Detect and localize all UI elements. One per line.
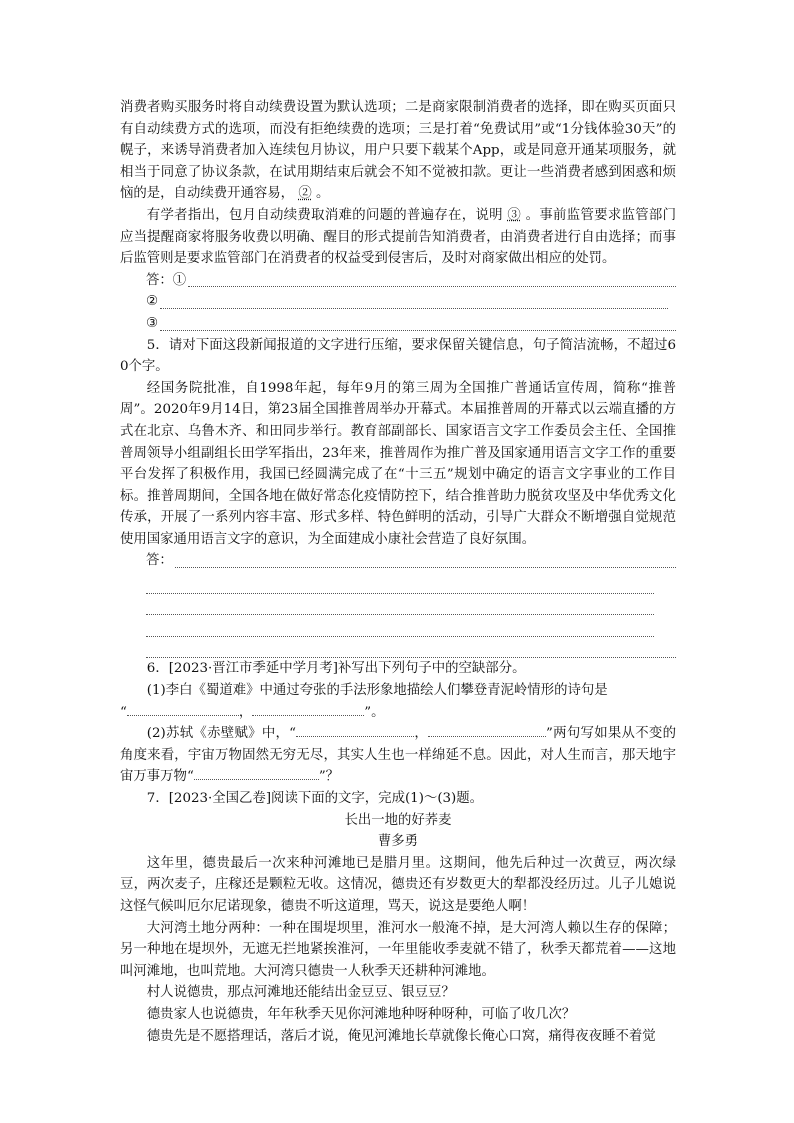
question-6-prompt: 6．[2023·晋江市季延中学月考]补写出下列句子中的空缺部分。 [146, 661, 526, 677]
question-6-item-1-blanks: “ ， ”。 [120, 704, 385, 720]
article-paragraph: 德贵先是不愿搭理话，落后才说，俺见河滩地长草就像长俺心口窝，痛得夜夜睡不着觉 [146, 1028, 656, 1044]
answer-dotted-line [146, 594, 654, 616]
fill-blank[interactable] [296, 724, 414, 737]
fill-blank[interactable] [428, 724, 546, 737]
question-5-answer-line-1[interactable]: 答： [120, 550, 676, 572]
article-author: 曹多勇 [377, 834, 419, 850]
article-paragraph: 这年里，德贵最后一次来种河滩地已是腊月里。这期间，他先后种过一次黄豆，两次绿豆，两次麦子，庄稼还是颗粒无收。这情况，德贵还有岁数更大的犁都没经历过。儿子儿媳说这怪气候叫厄尔尼诺现象，德贵不听这道理，骂天，说这是要绝人啊！ [120, 855, 676, 914]
blank-3: ③ [507, 207, 522, 223]
question-6-item-2: (2)苏轼《赤壁赋》中，“ ， ”两句写如果从不变的角度来看，宇宙万物固然无穷无尽，其实人生也一样绵延不息。因此，对人生而言，那天地宇宙万事万物“ ”？ [120, 726, 676, 785]
answer-dotted-line [146, 572, 654, 594]
answer-dotted-line [160, 316, 676, 331]
answer-dotted-line [188, 272, 676, 287]
article-paragraph: 村人说德贵，那点河滩地还能结出金豆豆、银豆豆？ [146, 985, 455, 1001]
article-title: 长出一地的好荞麦 [344, 812, 452, 828]
fill-blank[interactable] [252, 703, 364, 716]
answer-dotted-line [160, 294, 668, 309]
question-6-item-1: (1)李白《蜀道难》中通过夸张的手法形象地描绘人们攀登青泥岭情形的诗句是 [146, 683, 608, 699]
passage-paragraph-1: 消费者购买服务时将自动续费设置为默认选项；二是商家限制消费者的选择，即在购买页面只有自动续费方式的选项，而没有拒绝续费的选项；三是打着“免费试用”或“1分钱体验30天”的幌子，来诱导消费者加入连续包月协议，用户只要下载某个App，或是同意开通某项服务，就相当于同意了协议条款，在试用期结束后就会不知不觉被扣款。更让一些消费者感到困惑和烦恼的是，自动续费开通容易， ② 。 [120, 100, 676, 202]
answer-line-2[interactable]: ② [120, 291, 676, 313]
answer-line-1[interactable]: 答：① [120, 270, 676, 292]
passage-paragraph-2: 有学者指出，包月自动续费取消难的问题的普遍存在，说明 ③ 。事前监管要求监管部门应当提醒商家将服务收费以明确、醒目的形式提前告知消费者，由消费者进行自由选择；而事后监管则是要求监管部门在消费者的权益受到侵害后，及时对商家做出相应的处罚。 [120, 207, 677, 267]
blank-2: ② [298, 186, 312, 202]
fill-blank[interactable] [194, 767, 319, 780]
question-5-answer-lines[interactable] [120, 572, 676, 658]
answer-dotted-line [146, 637, 676, 659]
answer-line-3[interactable]: ③ [120, 313, 676, 335]
fill-blank[interactable] [127, 703, 239, 716]
answer-dotted-line [175, 553, 676, 568]
article-paragraph: 德贵家人也说德贵，年年秋季天见你河滩地种呀种呀种，可临了收几次？ [146, 1006, 576, 1022]
article-paragraph: 大河湾土地分两种：一种在围堤坝里，淮河水一般淹不掉，是大河湾人赖以生存的保障；另一种地在堤坝外，无遮无拦地紧挨淮河，一年里能收季麦就不错了，秋季天都荒着——这地叫河滩地，也叫荒地。大河湾只德贵一人秋季天还耕种河滩地。 [120, 920, 676, 979]
question-7-prompt: 7．[2023·全国乙卷]阅读下面的文字，完成(1)～(3)题。 [146, 791, 484, 806]
question-5-prompt: 5．请对下面这段新闻报道的文字进行压缩，要求保留关键信息，句子简洁流畅，不超过60个字。 [120, 337, 676, 375]
question-5-passage: 经国务院批准，自1998年起，每年9月的第三周为全国推广普通话宣传周，简称“推普周”。2020年9月14日，第23届全国推普周举办开幕式。本届推普周的开幕式以云端直播的方式在北京、乌鲁木齐、和田同步举行。教育部副部长、国家语言文字工作委员会主任、全国推普周领导小组副组长田学军指出，23年来，推普周作为推广普及国家通用语言文字工作的重要平台发挥了积极作用，我国已经圆满完成了在“十三五”规划中确定的语言文字事业的工作目标。推普周期间，全国各地在做好常态化疫情防控下，结合推普助力脱贫攻坚及中华优秀文化传承，开展了一系列内容丰富、形式多样、特色鲜明的活动，引导广大群众不断增强自觉规范使用国家通用语言文字的意识，为全面建成小康社会营造了良好氛围。 [120, 380, 676, 547]
answer-dotted-line [146, 615, 654, 637]
document-page [120, 97, 676, 1047]
